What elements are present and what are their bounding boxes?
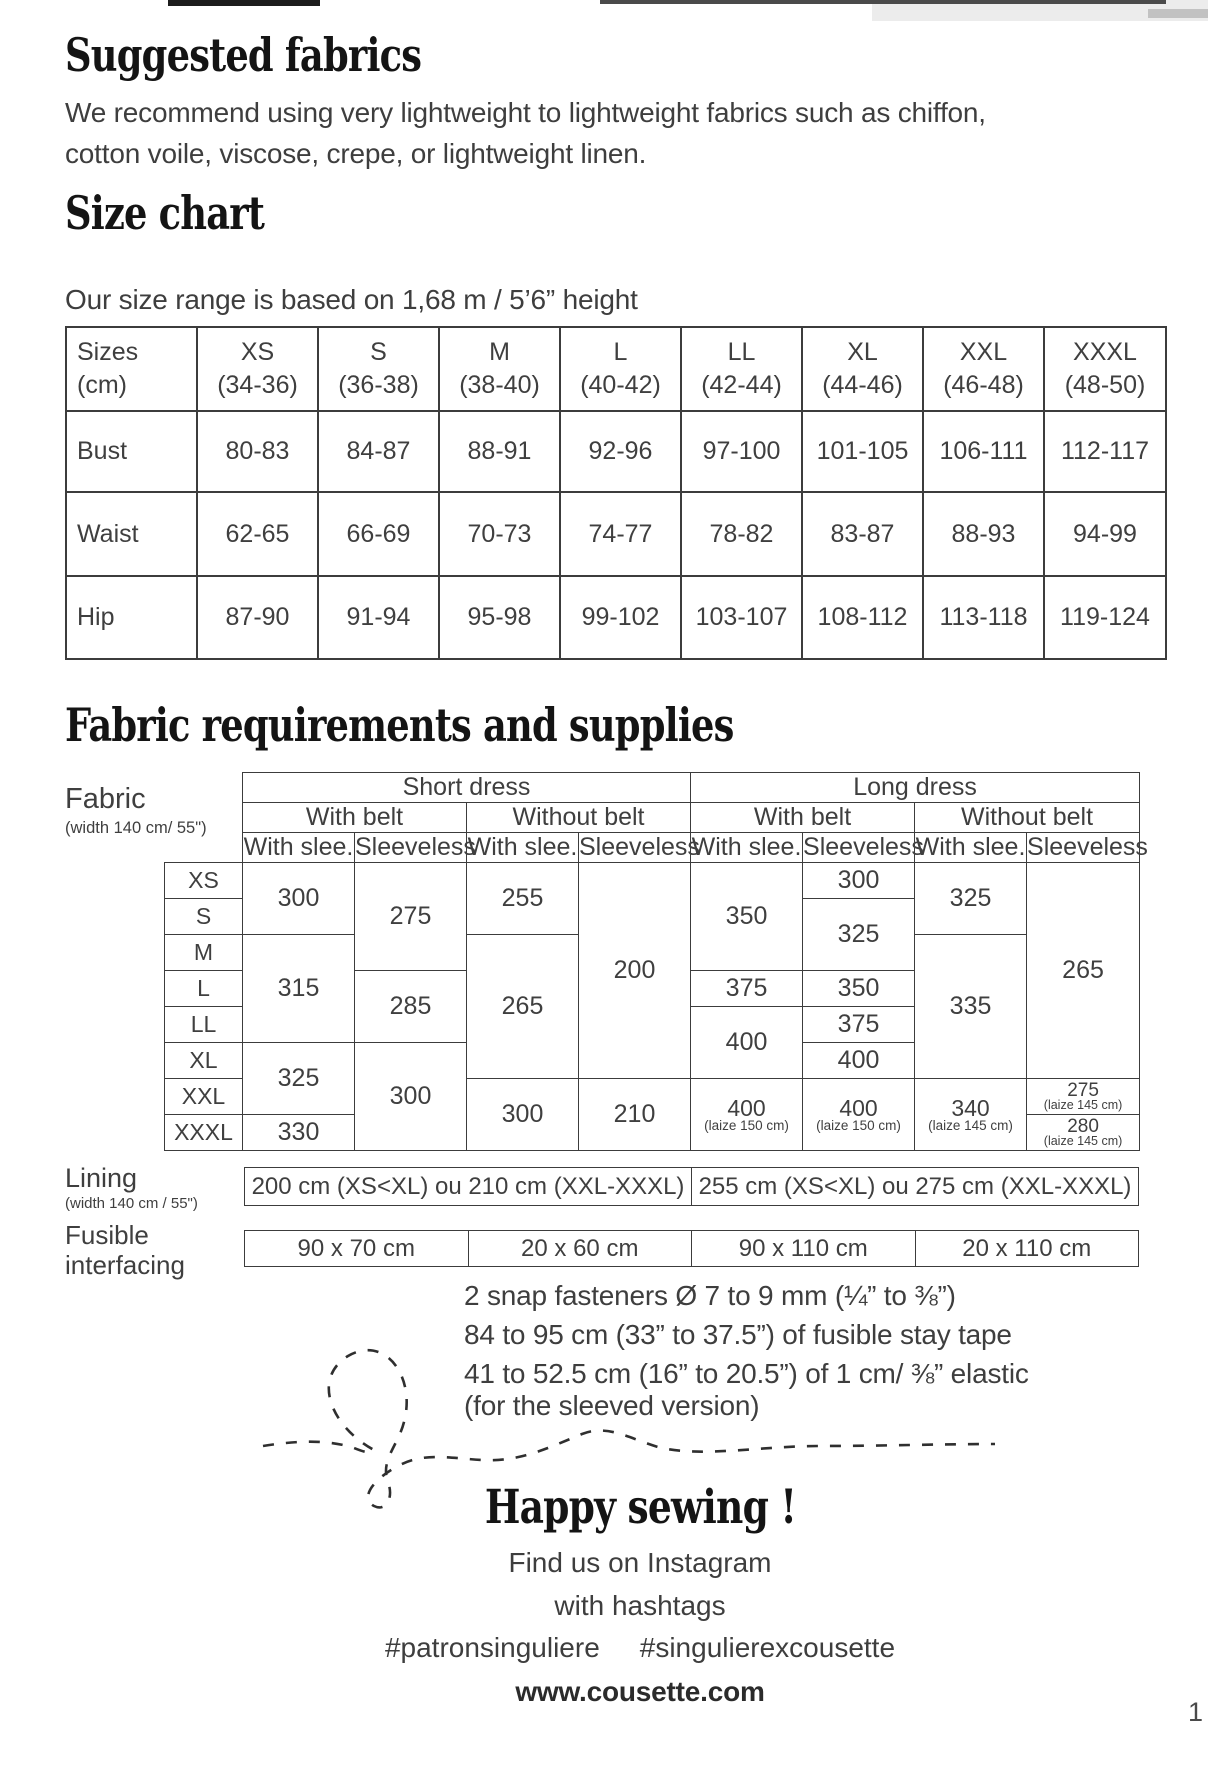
size-cell: 91-94: [318, 576, 439, 659]
hashtags-intro: with hashtags: [554, 1590, 726, 1621]
size-row-label: S: [165, 899, 243, 935]
lining-short-dress: 200 cm (XS<XL) ou 210 cm (XXL-XXXL): [245, 1168, 692, 1205]
lining-row-label: Lining (width 140 cm / 55"): [65, 1163, 198, 1212]
size-cell: 97-100: [681, 411, 802, 492]
suggested-fabrics-title: Suggested fabrics: [65, 28, 422, 82]
size-cell: 88-93: [923, 492, 1044, 576]
size-row-label: XS: [165, 863, 243, 899]
size-chart-title: Size chart: [65, 186, 265, 240]
yardage-cell: 265: [1027, 863, 1140, 1079]
size-cell: 80-83: [197, 411, 318, 492]
size-row-label: XXXL: [165, 1115, 243, 1151]
size-cell: 88-91: [439, 411, 560, 492]
belt-header: With belt: [243, 803, 467, 833]
yardage-cell: 400 (laize 150 cm): [691, 1079, 803, 1151]
size-column-header: XS (34-36): [197, 327, 318, 411]
size-cell: 103-107: [681, 576, 802, 659]
yardage-cell: 400: [691, 1007, 803, 1079]
yardage-cell: 375: [803, 1007, 915, 1043]
interfacing-requirements: [244, 1230, 1139, 1267]
table-row: [66, 492, 1166, 576]
yardage-cell: 330: [243, 1115, 355, 1151]
size-cell: 94-99: [1044, 492, 1166, 576]
sleeve-header: With slee.: [467, 833, 578, 861]
footer-block: [72, 1480, 1208, 1715]
row-label: Waist: [66, 492, 197, 576]
yardage-cell: 325: [915, 863, 1027, 935]
size-cell: 101-105: [802, 411, 923, 492]
yardage-cell: 300: [467, 1079, 579, 1151]
fabric-requirements-table: [164, 772, 1148, 1151]
sleeve-header: With slee.: [243, 833, 354, 861]
sleeve-header: With slee.: [915, 833, 1026, 861]
hashtag: #singulierexcousette: [639, 1632, 896, 1663]
group-header-long-dress: Long dress: [691, 773, 1140, 803]
yardage-cell: 375: [691, 971, 803, 1007]
yardage-cell: 300: [803, 863, 915, 899]
row-label: Bust: [66, 411, 197, 492]
size-column-header: LL (42-44): [681, 327, 802, 411]
lining-long-dress: 255 cm (XS<XL) ou 275 cm (XXL-XXXL): [698, 1172, 1132, 1200]
size-cell: 95-98: [439, 576, 560, 659]
table-row: [66, 576, 1166, 659]
scan-artifact: [1148, 9, 1208, 18]
size-chart-corner: Sizes (cm): [66, 327, 197, 411]
size-cell: 78-82: [681, 492, 802, 576]
size-cell: 106-111: [923, 411, 1044, 492]
instagram-line: Find us on Instagram: [508, 1547, 772, 1578]
size-cell: 99-102: [560, 576, 681, 659]
yardage-cell: 315: [243, 935, 355, 1043]
size-column-header: M (38-40): [439, 327, 560, 411]
size-column-header: L (40-42): [560, 327, 681, 411]
yardage-cell: 335: [915, 935, 1027, 1079]
size-cell: 108-112: [802, 576, 923, 659]
size-row-label: L: [165, 971, 243, 1007]
size-cell: 113-118: [923, 576, 1044, 659]
sleeve-header: With slee.: [691, 833, 802, 861]
yardage-cell: 400 (laize 150 cm): [803, 1079, 915, 1151]
yardage-cell: 300: [355, 1043, 467, 1151]
lining-requirements: [244, 1167, 1139, 1206]
fabric-requirements-title: Fabric requirements and supplies: [65, 698, 734, 752]
size-row-label: XL: [165, 1043, 243, 1079]
interfacing-cell: 90 x 110 cm: [692, 1231, 916, 1266]
interfacing-cell: 20 x 60 cm: [469, 1231, 693, 1266]
size-cell: 74-77: [560, 492, 681, 576]
yardage-cell: 265: [467, 935, 579, 1079]
group-header-short-dress: Short dress: [243, 773, 691, 803]
yardage-cell: 325: [243, 1043, 355, 1115]
size-column-header: XL (44-46): [802, 327, 923, 411]
yardage-cell: 300: [243, 863, 355, 935]
yardage-cell: 350: [803, 971, 915, 1007]
size-cell: 83-87: [802, 492, 923, 576]
sleeve-header: Sleeveless: [803, 833, 924, 861]
size-cell: 92-96: [560, 411, 681, 492]
hashtag: #patronsinguliere: [384, 1632, 600, 1663]
size-range-subtitle: Our size range is based on 1,68 m / 5’6” height: [65, 284, 638, 315]
fabric-table-corner: [165, 773, 243, 863]
size-cell: 66-69: [318, 492, 439, 576]
suggested-fabrics-body: [65, 92, 986, 174]
yardage-cell: 340 (laize 145 cm): [915, 1079, 1027, 1151]
belt-header: Without belt: [915, 803, 1140, 833]
note-line: 41 to 52.5 cm (16” to 20.5”) of 1 cm/ ⅜” elastic: [464, 1358, 1029, 1389]
yardage-cell: 255: [467, 863, 579, 935]
row-label: Hip: [66, 576, 197, 659]
belt-header: With belt: [691, 803, 915, 833]
yardage-cell: 350: [691, 863, 803, 971]
sleeve-header: Sleeveless: [355, 833, 476, 861]
scan-artifact: [168, 0, 320, 6]
yardage-cell: 280 (laize 145 cm): [1027, 1115, 1140, 1151]
table-row: [66, 411, 1166, 492]
yardage-cell: 210: [579, 1079, 691, 1151]
size-cell: 62-65: [197, 492, 318, 576]
hashtags-line: [72, 1627, 1208, 1669]
interfacing-cell: 20 x 110 cm: [962, 1234, 1092, 1262]
interfacing-cell: 90 x 70 cm: [245, 1231, 469, 1266]
happy-sewing-headline: Happy sewing !: [484, 1480, 796, 1535]
size-row-label: XXL: [165, 1079, 243, 1115]
yardage-cell: 275: [355, 863, 467, 971]
size-cell: 112-117: [1044, 411, 1166, 492]
scan-artifact: [600, 0, 1166, 4]
note-line: (for the sleeved version): [464, 1390, 760, 1421]
body-line: cotton voile, viscose, crepe, or lightweight linen.: [65, 138, 647, 169]
yardage-cell: 400: [803, 1043, 915, 1079]
yardage-cell: 200: [579, 863, 691, 1079]
note-line: 84 to 95 cm (33” to 37.5”) of fusible stay tape: [464, 1319, 1012, 1350]
size-cell: 87-90: [197, 576, 318, 659]
size-cell: 84-87: [318, 411, 439, 492]
yardage-cell: 325: [803, 899, 915, 971]
size-row-label: LL: [165, 1007, 243, 1043]
body-line: We recommend using very lightweight to lightweight fabrics such as chiffon,: [65, 97, 986, 128]
sleeve-header: Sleeveless: [1027, 833, 1148, 861]
size-cell: 119-124: [1044, 576, 1166, 659]
size-column-header: XXXL (48-50): [1044, 327, 1166, 411]
fabric-row-label: Fabric (width 140 cm/ 55"): [65, 783, 207, 837]
interfacing-row-label: Fusible interfacing: [65, 1220, 185, 1280]
belt-header: Without belt: [467, 803, 691, 833]
size-row-label: M: [165, 935, 243, 971]
yardage-cell: 275 (laize 145 cm): [1027, 1079, 1140, 1115]
size-column-header: S (36-38): [318, 327, 439, 411]
note-line: 2 snap fasteners Ø 7 to 9 mm (¼” to ⅜”): [464, 1280, 956, 1311]
size-column-header: XXL (46-48): [923, 327, 1044, 411]
yardage-cell: 285: [355, 971, 467, 1043]
size-cell: 70-73: [439, 492, 560, 576]
page-number: 1: [1188, 1697, 1204, 1727]
sleeve-header: Sleeveless: [579, 833, 700, 861]
website-url: www.cousette.com: [515, 1676, 765, 1707]
size-chart-table: [65, 326, 1167, 660]
